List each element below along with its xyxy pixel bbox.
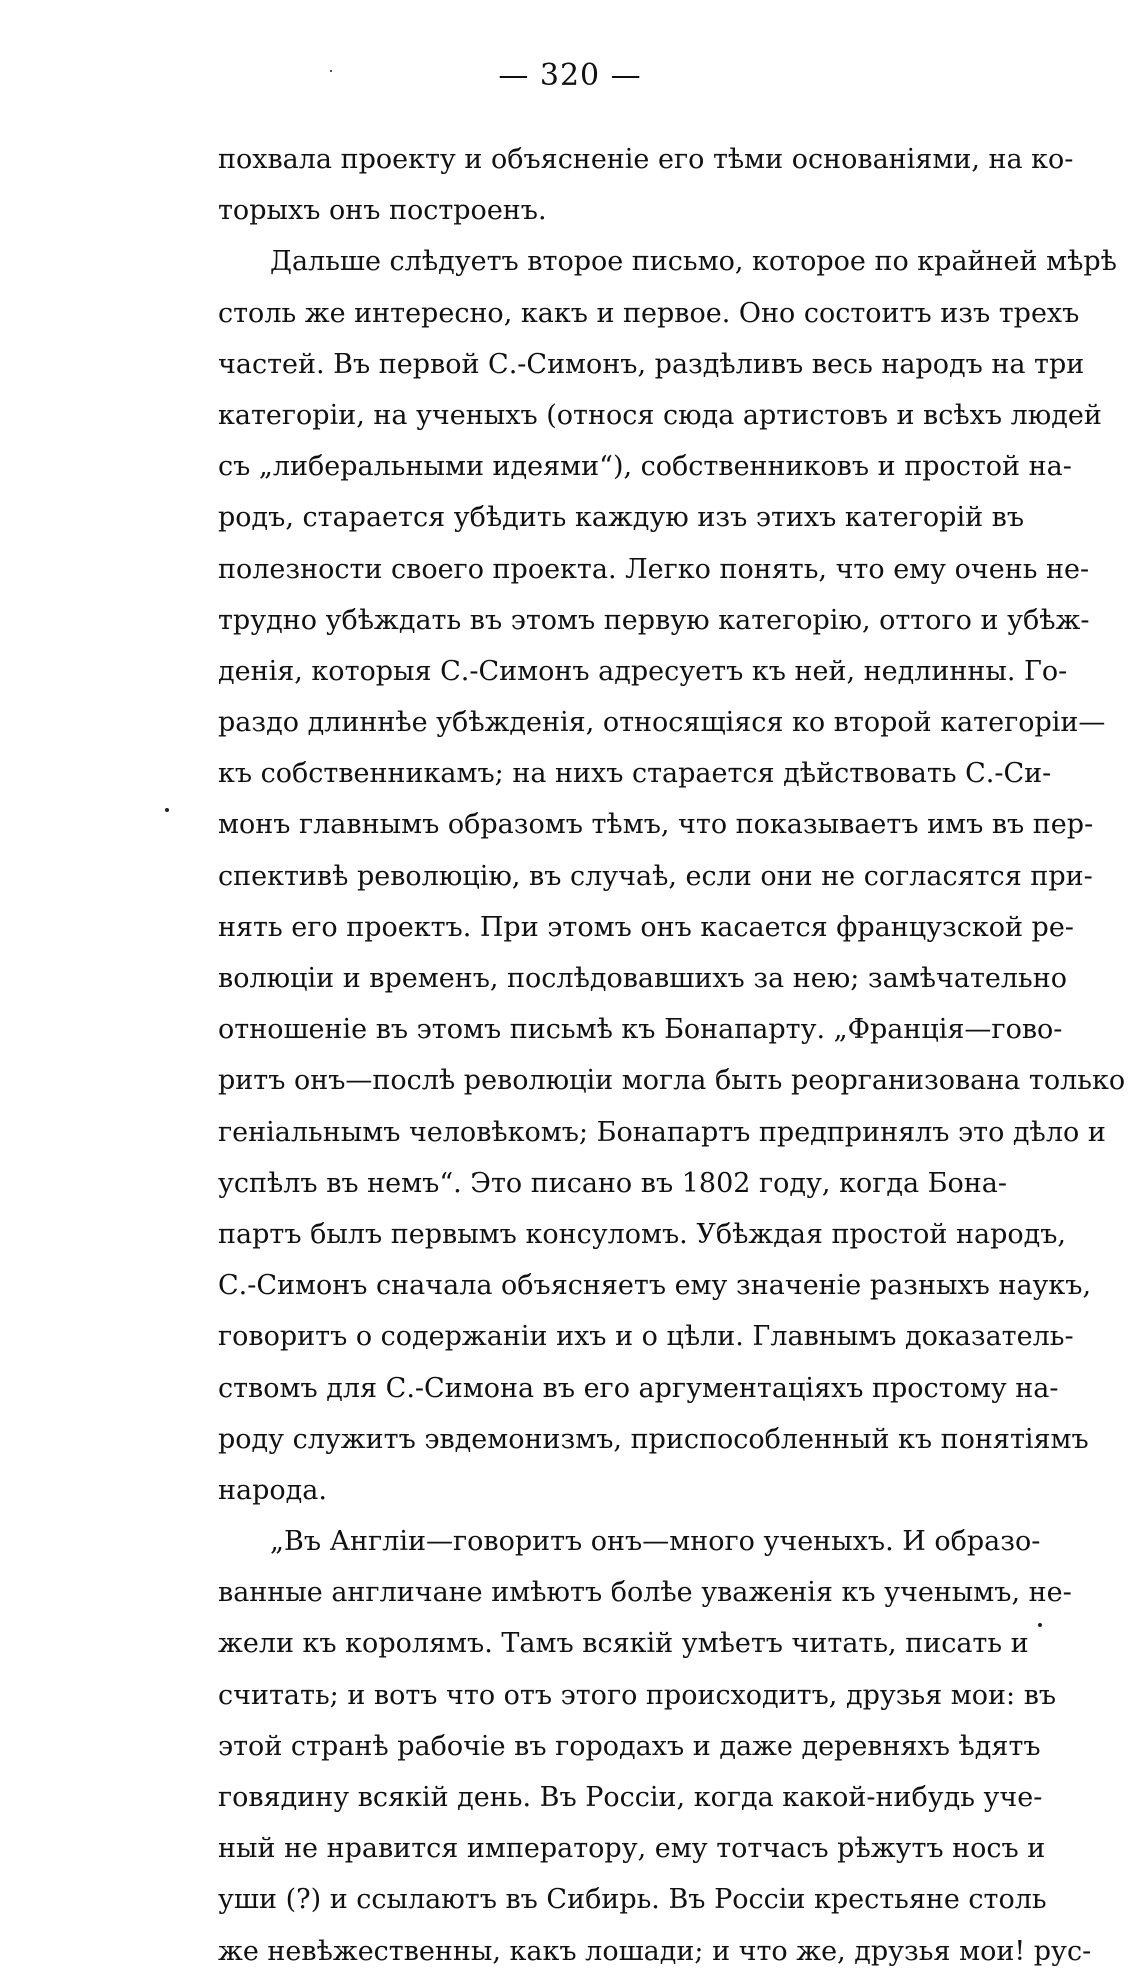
ink-speck	[1038, 1623, 1042, 1627]
text-line: похвала проекту и объясненіе его тѣми основаніями, на ко-	[218, 144, 1074, 175]
text-line: категоріи, на ученыхъ (относя сюда артистовъ и всѣхъ людей	[218, 399, 1102, 431]
text-line: же невѣжественны, какъ лошади; и что же, друзья мои! рус-	[218, 1935, 1092, 1967]
text-line: этой странѣ рабочіе въ городахъ и даже деревняхъ ѣдятъ	[218, 1730, 1041, 1762]
text-line: волюціи и временъ, послѣдовавшихъ за нею; замѣчательно	[218, 963, 1067, 994]
text-line: монъ главнымъ образомъ тѣмъ, что показываетъ имъ въ пер-	[218, 809, 1094, 841]
text-line: жели къ королямъ. Тамъ всякій умѣетъ читать, писать и	[218, 1628, 1029, 1660]
page-number: — 320 —	[498, 58, 642, 93]
ink-speck	[165, 808, 169, 812]
text-line: считать; и вотъ что отъ этого происходитъ, друзья мои: въ	[218, 1679, 1057, 1711]
text-line: говоритъ о содержаніи ихъ и о цѣли. Главнымъ доказатель-	[218, 1321, 1074, 1353]
text-line: отношеніе въ этомъ письмѣ къ Бонапарту. „Франція—гово-	[218, 1014, 1063, 1046]
text-line: спективѣ революцію, въ случаѣ, если они не согласятся при-	[218, 860, 1093, 892]
text-line: партъ былъ первымъ консуломъ. Убѣждая простой народъ,	[218, 1218, 1066, 1250]
text-line: народа.	[218, 1474, 327, 1506]
text-line: уши (?) и ссылаютъ въ Сибирь. Въ Россіи крестьяне столь	[218, 1884, 1047, 1916]
body-text	[218, 134, 1126, 1977]
text-line: ный не нравится императору, ему тотчасъ рѣжутъ носъ и	[218, 1833, 1046, 1865]
text-line: Дальше слѣдуетъ второе письмо, которое по крайней мѣрѣ	[270, 246, 1117, 278]
text-line: денія, которыя С.-Симонъ адресуетъ къ ней, недлинны. Го-	[218, 655, 1068, 687]
text-line: раздо длиннѣе убѣжденія, относящіяся ко второй категоріи—	[218, 707, 1106, 739]
text-line: ритъ онъ—послѣ революціи могла быть реорганизована только	[218, 1065, 1126, 1097]
text-line: трудно убѣждать въ этомъ первую категорію, оттого и убѣж-	[218, 604, 1090, 636]
text-line: говядину всякій день. Въ Россіи, когда какой-нибудь уче-	[218, 1782, 1043, 1813]
text-line: нять его проектъ. При этомъ онъ касается французской ре-	[218, 911, 1074, 943]
text-line: геніальнымъ человѣкомъ; Бонапартъ предпринялъ это дѣло и	[218, 1116, 1106, 1148]
text-line: ванные англичане имѣютъ болѣе уваженія къ ученымъ, не-	[218, 1577, 1072, 1609]
text-line: торыхъ онъ построенъ.	[218, 195, 547, 227]
ink-speck	[330, 70, 332, 72]
text-line: „Въ Англіи—говоритъ онъ—много ученыхъ. И образо-	[270, 1526, 1041, 1558]
text-line: столь же интересно, какъ и первое. Оно состоитъ изъ трехъ	[218, 297, 1080, 329]
text-line: съ „либеральными идеями“), собственниковъ и простой на-	[218, 451, 1072, 483]
text-line: родъ, старается убѣдить каждую изъ этихъ категорій въ	[218, 502, 1025, 534]
text-line: частей. Въ первой С.-Симонъ, раздѣливъ весь народъ на три	[218, 348, 1085, 380]
text-line: С.-Симонъ сначала объясняетъ ему значеніе разныхъ наукъ,	[218, 1270, 1092, 1302]
text-line: ствомъ для С.-Симона въ его аргументаціяхъ простому на-	[218, 1372, 1059, 1404]
text-line: полезности своего проекта. Легко понять, что ему очень не-	[218, 553, 1090, 585]
text-line: успѣлъ въ немъ“. Это писано въ 1802 году, когда Бона-	[218, 1167, 1007, 1199]
text-line: къ собственникамъ; на нихъ старается дѣйствовать С.-Си-	[218, 758, 1052, 790]
text-line: роду служитъ эвдемонизмъ, приспособленный къ понятіямъ	[218, 1423, 1089, 1455]
